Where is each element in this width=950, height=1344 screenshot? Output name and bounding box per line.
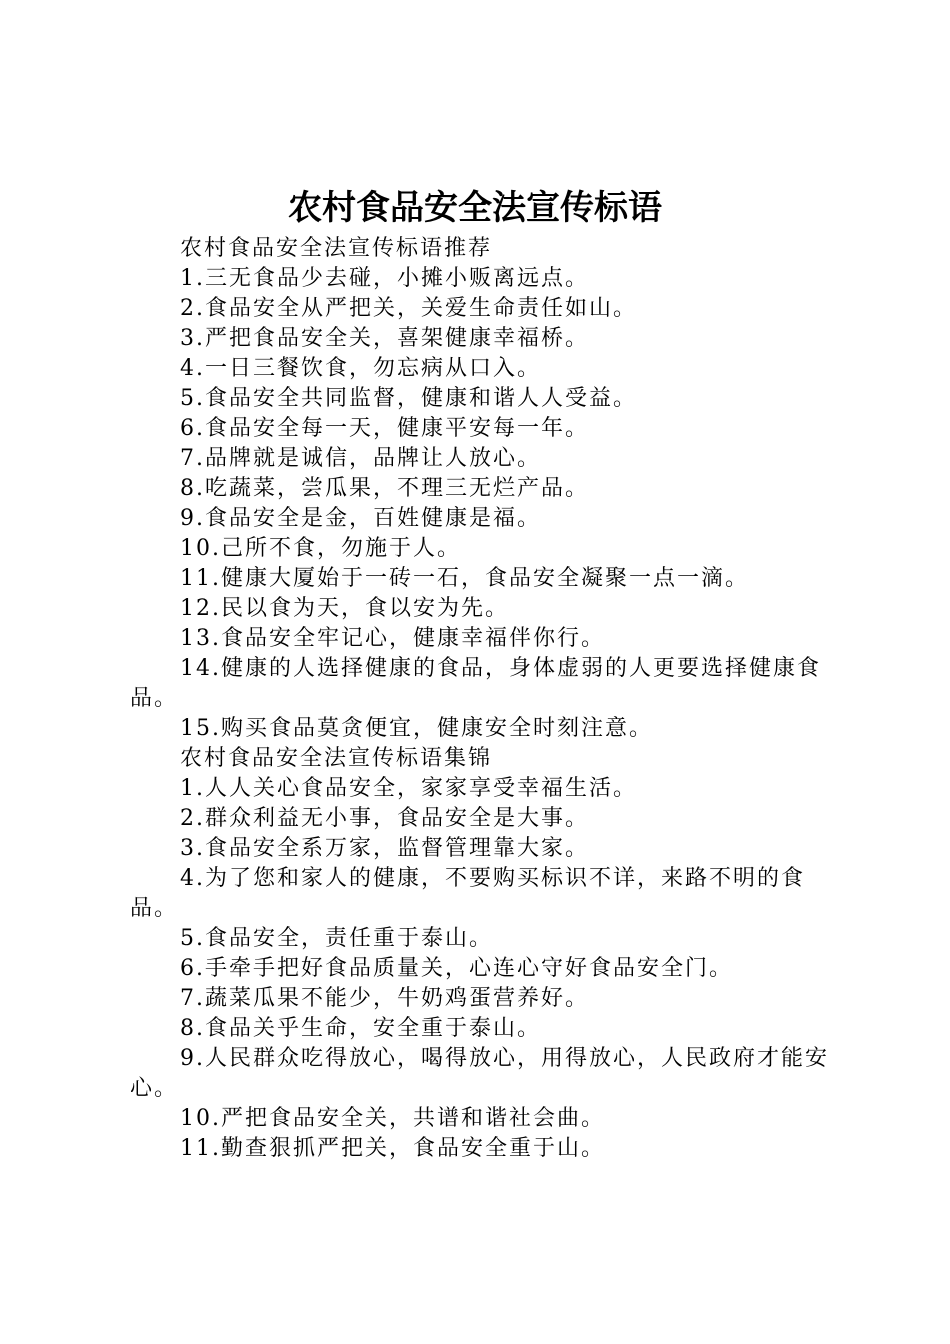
paragraph: 3.食品安全系万家，监督管理靠大家。 (180, 836, 589, 861)
paragraph: 6.食品安全每一天，健康平安每一年。 (180, 416, 589, 441)
paragraph: 1.三无食品少去碰，小摊小贩离远点。 (180, 266, 589, 291)
paragraph: 13.食品安全牢记心，健康幸福伴你行。 (180, 626, 605, 651)
paragraph: 农村食品安全法宣传标语集锦 (180, 746, 493, 771)
paragraph: 10.严把食品安全关，共谱和谐社会曲。 (180, 1106, 605, 1131)
paragraph: 15.购买食品莫贪便宜，健康安全时刻注意。 (180, 716, 653, 741)
paragraph: 10.己所不食，勿施于人。 (180, 536, 461, 561)
paragraph: 4.一日三餐饮食，勿忘病从口入。 (180, 356, 541, 381)
paragraph: 1.人人关心食品安全，家家享受幸福生活。 (180, 776, 637, 801)
paragraph: 14.健康的人选择健康的食品，身体虚弱的人更要选择健康食品。 (130, 656, 821, 711)
paragraph: 2.食品安全从严把关，关爱生命责任如山。 (180, 296, 637, 321)
paragraph: 7.蔬菜瓜果不能少，牛奶鸡蛋营养好。 (180, 986, 589, 1011)
paragraph: 3.严把食品安全关，喜架健康幸福桥。 (180, 326, 589, 351)
paragraph: 11.健康大厦始于一砖一石，食品安全凝聚一点一滴。 (180, 566, 749, 591)
paragraph: 9.食品安全是金，百姓健康是福。 (180, 506, 541, 531)
paragraph: 8.食品关乎生命，安全重于泰山。 (180, 1016, 541, 1041)
paragraph: 5.食品安全，责任重于泰山。 (180, 926, 493, 951)
paragraph: 农村食品安全法宣传标语推荐 (180, 236, 493, 261)
paragraph: 2.群众利益无小事，食品安全是大事。 (180, 806, 589, 831)
paragraph: 11.勤查狠抓严把关，食品安全重于山。 (180, 1136, 605, 1161)
paragraph: 4.为了您和家人的健康，不要购买标识不详，来路不明的食品。 (130, 866, 805, 921)
paragraph: 9.人民群众吃得放心，喝得放心，用得放心，人民政府才能安心。 (130, 1046, 829, 1101)
document-body (130, 234, 830, 1164)
paragraph: 6.手牵手把好食品质量关，心连心守好食品安全门。 (180, 956, 733, 981)
paragraph: 8.吃蔬菜，尝瓜果，不理三无烂产品。 (180, 476, 589, 501)
paragraph: 7.品牌就是诚信，品牌让人放心。 (180, 446, 541, 471)
document-title: 农村食品安全法宣传标语 (288, 188, 662, 228)
paragraph: 12.民以食为天，食以安为先。 (180, 596, 509, 621)
paragraph: 5.食品安全共同监督，健康和谐人人受益。 (180, 386, 637, 411)
